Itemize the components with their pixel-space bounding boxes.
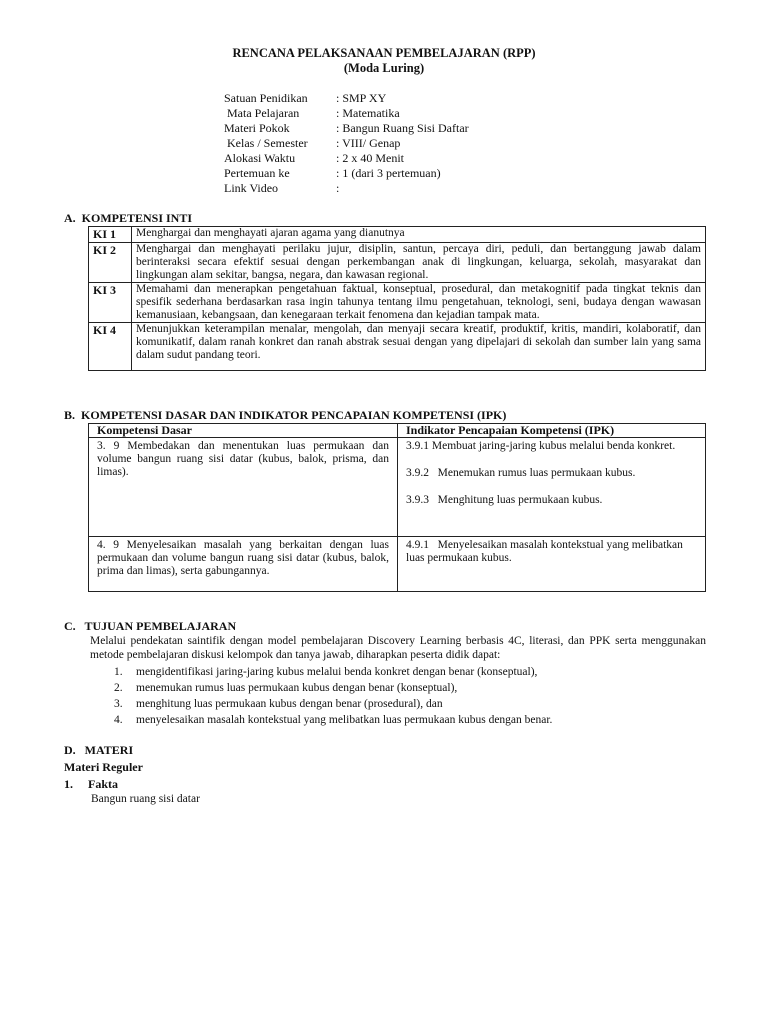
ki-code: KI 1	[89, 227, 132, 243]
info-value: : 2 x 40 Menit	[336, 151, 404, 165]
info-label: Alokasi Waktu	[224, 151, 296, 165]
section-b-heading: B. KOMPETENSI DASAR DAN INDIKATOR PENCAPAIAN KOMPETENSI (IPK)	[64, 408, 507, 422]
info-label: Mata Pelajaran	[224, 106, 300, 120]
kompetensi-inti-table	[88, 226, 706, 371]
info-value: : 1 (dari 3 pertemuan)	[336, 166, 441, 180]
table-row	[89, 438, 706, 537]
list-number: 4.	[114, 714, 123, 726]
table-row	[89, 243, 706, 283]
materi-reguler-heading: Materi Reguler	[64, 760, 143, 774]
column-header-kd: Kompetensi Dasar	[89, 424, 398, 438]
table-row	[89, 323, 706, 371]
table-row	[89, 283, 706, 323]
table-row	[89, 537, 706, 592]
ki-description: Menghargai dan menghayati ajaran agama yang dianutnya	[132, 227, 706, 243]
ipk-item: 3.9.3 Menghitung luas permukaan kubus.	[406, 494, 603, 506]
list-number: 2.	[114, 682, 123, 694]
table-header-row	[89, 424, 706, 438]
list-text: mengidentifikasi jaring-jaring kubus melalui benda konkret dengan benar (konseptual),	[136, 666, 538, 678]
document-subtitle: (Moda Luring)	[343, 61, 425, 75]
info-label: Satuan Penidikan	[224, 91, 308, 105]
objective-intro: Melalui pendekatan saintifik dengan model pembelajaran Discovery Learning berbasis 4C, literasi, dan PPK serta menggunakan metode pembelajaran diskusi kelompok dan tanya jawab, diharapkan peserta didik dapat:	[90, 635, 706, 661]
info-label: Materi Pokok	[224, 121, 290, 135]
column-header-ipk: Indikator Pencapaian Kompetensi (IPK)	[398, 424, 706, 438]
info-value: : Bangun Ruang Sisi Daftar	[336, 121, 469, 135]
info-label: Pertemuan ke	[224, 166, 290, 180]
kompetensi-dasar-table	[88, 423, 706, 592]
table-row	[89, 227, 706, 243]
list-number: 3.	[114, 698, 123, 710]
ipk-item: 3.9.2 Menemukan rumus luas permukaan kubus.	[406, 467, 636, 479]
info-value: : SMP XY	[336, 91, 387, 105]
ki-description: Menghargai dan menghayati perilaku jujur, disiplin, santun, percaya diri, peduli, dan bertanggung jawab dalam berinteraksi secara efektif sesuai dengan perkembangan anak di lingkungan, keluarga, sekolah, masyarakat dan lingkungan alam sekitar, bangsa, negara, dan kawasan regional.	[132, 243, 706, 283]
ki-code: KI 2	[89, 243, 132, 283]
fakta-text: Bangun ruang sisi datar	[91, 793, 200, 805]
ki-description: Menunjukkan keterampilan menalar, mengolah, dan menyaji secara kreatif, produktif, kritis, mandiri, kolaboratif, dan komunikatif, dalam ranah konkret dan ranah abstrak sesuai dengan yang dipelajari di sekolah dan sumber lain yang sama dalam sudut pandang teori.	[132, 323, 706, 371]
section-d-heading: D. MATERI	[64, 743, 134, 757]
list-number: 1.	[114, 666, 123, 678]
list-text: menghitung luas permukaan kubus dengan benar (prosedural), dan	[136, 698, 443, 710]
section-a-heading: A. KOMPETENSI INTI	[64, 211, 193, 225]
list-text: menemukan rumus luas permukaan kubus dengan benar (konseptual),	[136, 682, 458, 694]
document-title: RENCANA PELAKSANAAN PEMBELAJARAN (RPP)	[232, 46, 536, 60]
ipk-cell	[398, 438, 706, 537]
info-value: : VIII/ Genap	[336, 136, 401, 150]
section-c-heading: C. TUJUAN PEMBELAJARAN	[64, 619, 237, 633]
info-label: Kelas / Semester	[224, 136, 308, 150]
info-value: :	[336, 181, 340, 195]
ki-description: Memahami dan menerapkan pengetahuan faktual, konseptual, prosedural, dan metakognitif pada tingkat teknis dan spesifik sederhana berdasarkan rasa ingin tahunya tentang ilmu pengetahuan, teknologi, seni, budaya dengan wawasan kemanusiaan, kebangsaan, dan kenegaraan terkait fenomena dan kejadian tampak mata.	[132, 283, 706, 323]
kd-cell: 4. 9 Menyelesaikan masalah yang berkaitan dengan luas permukaan dan volume bangun ruang sisi datar (kubus, balok, prima dan limas), serta gabungannya.	[89, 537, 398, 592]
ki-code: KI 4	[89, 323, 132, 371]
list-text: menyelesaikan masalah kontekstual yang melibatkan luas permukaan kubus dengan benar.	[136, 714, 553, 726]
info-label: Link Video	[224, 181, 279, 195]
kd-cell: 3. 9 Membedakan dan menentukan luas permukaan dan volume bangun ruang sisi datar (kubus, balok, prisma, dan limas).	[89, 438, 398, 537]
info-value: : Matematika	[336, 106, 400, 120]
ki-code: KI 3	[89, 283, 132, 323]
fakta-heading: 1. Fakta	[64, 777, 118, 791]
ipk-item: 3.9.1 Membuat jaring-jaring kubus melalui benda konkret.	[406, 440, 676, 452]
ipk-cell: 4.9.1 Menyelesaikan masalah kontekstual yang melibatkan luas permukaan kubus.	[398, 537, 706, 592]
